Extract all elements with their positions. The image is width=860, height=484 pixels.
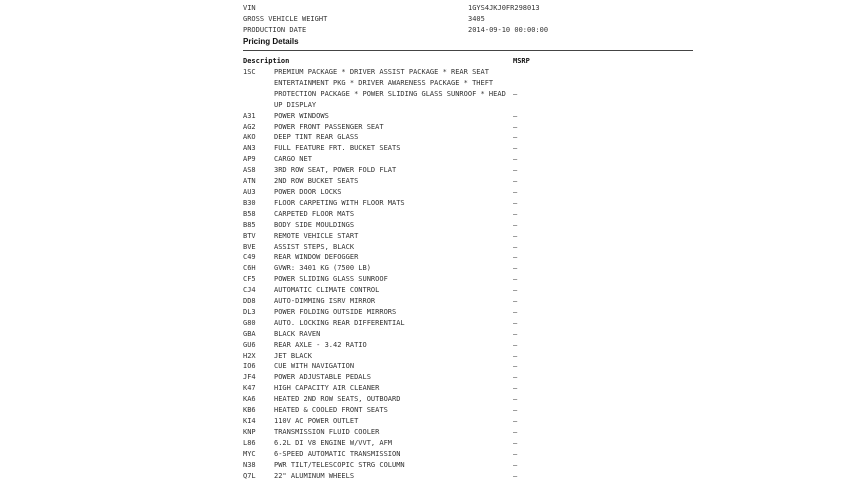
option-code: H2X bbox=[243, 351, 256, 360]
option-description: PREMIUM PACKAGE * DRIVER ASSIST PACKAGE * REAR SEAT ENTERTAINMENT PKG * DRIVER AWARENESS PACKAGE * THEFT PROTECTION PACKAGE * POWER SLIDING GLASS SUNROOF * HEAD UP DISPLAY bbox=[274, 68, 506, 109]
option-code: N38 bbox=[243, 460, 256, 469]
option-code: B58 bbox=[243, 209, 256, 218]
option-msrp: – bbox=[513, 133, 518, 142]
option-msrp: – bbox=[513, 144, 518, 153]
option-code: MYC bbox=[243, 449, 256, 458]
table-row bbox=[243, 220, 703, 231]
option-description: TRANSMISSION FLUID COOLER bbox=[274, 427, 380, 436]
table-row bbox=[243, 242, 703, 253]
pricing-items-list bbox=[243, 67, 703, 481]
option-msrp: – bbox=[513, 384, 518, 393]
table-row bbox=[243, 307, 703, 318]
option-code: 1SC bbox=[243, 68, 256, 76]
option-description: CUE WITH NAVIGATION bbox=[274, 362, 355, 371]
pricing-details-title: Pricing Details bbox=[243, 37, 299, 46]
option-msrp: – bbox=[513, 460, 518, 469]
option-description: POWER FOLDING OUTSIDE MIRRORS bbox=[274, 307, 397, 316]
option-code: KA6 bbox=[243, 395, 256, 404]
option-description: HEATED & COOLED FRONT SEATS bbox=[274, 406, 388, 415]
table-row bbox=[243, 263, 703, 274]
option-msrp: – bbox=[513, 406, 518, 415]
option-code: KI4 bbox=[243, 417, 256, 425]
vehicle-info-section bbox=[243, 0, 703, 36]
window-sticker-document bbox=[243, 0, 703, 481]
option-code: JF4 bbox=[243, 373, 256, 382]
table-row bbox=[243, 394, 703, 405]
option-msrp: – bbox=[513, 449, 518, 458]
option-code: B30 bbox=[243, 198, 256, 207]
option-msrp: – bbox=[513, 307, 518, 316]
table-row bbox=[243, 198, 703, 209]
option-msrp: – bbox=[513, 111, 518, 120]
option-msrp: – bbox=[513, 275, 518, 284]
option-code: C6H bbox=[243, 264, 256, 273]
table-row bbox=[243, 285, 703, 296]
option-msrp: – bbox=[513, 438, 518, 447]
option-msrp: – bbox=[513, 220, 518, 229]
option-description: 2ND ROW BUCKET SEATS bbox=[274, 177, 359, 186]
option-description: GVWR: 3401 KG (7500 LB) bbox=[274, 264, 371, 273]
option-description: BLACK RAVEN bbox=[274, 329, 321, 338]
option-description: 6-SPEED AUTOMATIC TRANSMISSION bbox=[274, 449, 401, 458]
option-msrp: – bbox=[513, 297, 518, 306]
vehicle-info-vin-row bbox=[243, 3, 703, 14]
option-code: AN3 bbox=[243, 144, 256, 153]
option-code: A31 bbox=[243, 111, 256, 120]
option-msrp: – bbox=[513, 242, 518, 251]
option-code: K47 bbox=[243, 384, 256, 393]
table-row bbox=[243, 438, 703, 449]
table-row bbox=[243, 460, 703, 471]
option-code: BTV bbox=[243, 231, 256, 240]
table-row bbox=[243, 209, 703, 220]
option-msrp: – bbox=[513, 373, 518, 382]
option-code: KB6 bbox=[243, 406, 256, 415]
option-description: AUTO-DIMMING ISRV MIRROR bbox=[274, 297, 376, 306]
option-description: HIGH CAPACITY AIR CLEANER bbox=[274, 384, 380, 393]
gvw-label: GROSS VEHICLE WEIGHT bbox=[243, 15, 328, 23]
option-code: GBA bbox=[243, 329, 256, 338]
table-row bbox=[243, 318, 703, 329]
option-description: PWR TILT/TELESCOPIC STRG COLUMN bbox=[274, 460, 405, 469]
table-row bbox=[243, 329, 703, 340]
table-row bbox=[243, 296, 703, 307]
option-code: IO6 bbox=[243, 362, 256, 371]
option-description: POWER SLIDING GLASS SUNROOF bbox=[274, 275, 388, 284]
option-msrp: – bbox=[513, 231, 518, 240]
section-divider bbox=[243, 50, 693, 51]
option-code: AP9 bbox=[243, 155, 256, 164]
option-description: REMOTE VEHICLE START bbox=[274, 231, 359, 240]
option-code: BVE bbox=[243, 242, 256, 251]
option-msrp: – bbox=[513, 362, 518, 371]
option-code: CF5 bbox=[243, 275, 256, 284]
table-row bbox=[243, 67, 703, 111]
option-code: GU6 bbox=[243, 340, 256, 349]
option-msrp: – bbox=[513, 395, 518, 404]
option-description: DEEP TINT REAR GLASS bbox=[274, 133, 359, 142]
option-description: 3RD ROW SEAT, POWER FOLD FLAT bbox=[274, 166, 397, 175]
option-msrp: – bbox=[513, 329, 518, 338]
option-msrp: – bbox=[513, 90, 518, 98]
table-row bbox=[243, 165, 703, 176]
option-description: FLOOR CARPETING WITH FLOOR MATS bbox=[274, 198, 405, 207]
option-description: AUTO. LOCKING REAR DIFFERENTIAL bbox=[274, 318, 405, 327]
option-msrp: – bbox=[513, 264, 518, 273]
table-row bbox=[243, 405, 703, 416]
table-row bbox=[243, 449, 703, 460]
table-row bbox=[243, 132, 703, 143]
option-code: KNP bbox=[243, 427, 256, 436]
option-description: 110V AC POWER OUTLET bbox=[274, 417, 359, 425]
option-description: POWER FRONT PASSENGER SEAT bbox=[274, 122, 384, 131]
table-row bbox=[243, 471, 703, 482]
vin-value: 1GYS4JKJ0FR298013 bbox=[468, 4, 540, 12]
pricing-table-header bbox=[243, 56, 703, 67]
option-description: BODY SIDE MOULDINGS bbox=[274, 220, 355, 229]
option-code: G80 bbox=[243, 318, 256, 327]
option-description: HEATED 2ND ROW SEATS, OUTBOARD bbox=[274, 395, 401, 404]
production-date-label: PRODUCTION DATE bbox=[243, 26, 307, 34]
option-msrp: – bbox=[513, 340, 518, 349]
option-msrp: – bbox=[513, 318, 518, 327]
table-row bbox=[243, 122, 703, 133]
table-row bbox=[243, 361, 703, 372]
option-description: POWER DOOR LOCKS bbox=[274, 187, 342, 196]
gvw-value: 3405 bbox=[468, 15, 485, 23]
option-code: AG2 bbox=[243, 122, 256, 131]
table-row bbox=[243, 111, 703, 122]
option-description: AUTOMATIC CLIMATE CONTROL bbox=[274, 286, 380, 295]
vin-label: VIN bbox=[243, 4, 256, 12]
option-msrp: – bbox=[513, 351, 518, 360]
option-code: Q7L bbox=[243, 471, 256, 480]
table-row bbox=[243, 274, 703, 285]
option-code: AKO bbox=[243, 133, 256, 142]
option-description: 6.2L DI V8 ENGINE W/VVT, AFM bbox=[274, 438, 393, 447]
msrp-column-header: MSRP bbox=[513, 57, 530, 65]
vehicle-info-production-date-row bbox=[243, 25, 703, 36]
option-msrp: – bbox=[513, 471, 518, 480]
option-code: B85 bbox=[243, 220, 256, 229]
option-description: 22" ALUMINUM WHEELS bbox=[274, 471, 355, 480]
option-msrp: – bbox=[513, 253, 518, 262]
table-row bbox=[243, 351, 703, 362]
option-description: ASSIST STEPS, BLACK bbox=[274, 242, 355, 251]
table-row bbox=[243, 143, 703, 154]
vehicle-info-gvw-row bbox=[243, 14, 703, 25]
table-row bbox=[243, 383, 703, 394]
option-code: C49 bbox=[243, 253, 256, 262]
table-row bbox=[243, 154, 703, 165]
option-msrp: – bbox=[513, 286, 518, 295]
option-msrp: – bbox=[513, 177, 518, 186]
option-description: REAR AXLE - 3.42 RATIO bbox=[274, 340, 367, 349]
option-msrp: – bbox=[513, 427, 518, 436]
table-row bbox=[243, 231, 703, 242]
table-row bbox=[243, 187, 703, 198]
option-msrp: – bbox=[513, 209, 518, 218]
table-row bbox=[243, 252, 703, 263]
option-msrp: – bbox=[513, 166, 518, 175]
option-msrp: – bbox=[513, 187, 518, 196]
option-description: CARGO NET bbox=[274, 155, 312, 164]
option-code: DD8 bbox=[243, 297, 256, 306]
option-code: L86 bbox=[243, 438, 256, 447]
option-msrp: – bbox=[513, 155, 518, 164]
option-code: AS8 bbox=[243, 166, 256, 175]
option-msrp: – bbox=[513, 417, 518, 425]
option-description: FULL FEATURE FRT. BUCKET SEATS bbox=[274, 144, 401, 153]
option-msrp: – bbox=[513, 198, 518, 207]
option-code: ATN bbox=[243, 177, 256, 186]
description-column-header: Description bbox=[243, 57, 290, 65]
table-row bbox=[243, 372, 703, 383]
option-description: POWER ADJUSTABLE PEDALS bbox=[274, 373, 371, 382]
option-code: DL3 bbox=[243, 307, 256, 316]
option-code: CJ4 bbox=[243, 286, 256, 295]
option-msrp: – bbox=[513, 122, 518, 131]
option-code: AU3 bbox=[243, 187, 256, 196]
option-description: CARPETED FLOOR MATS bbox=[274, 209, 355, 218]
production-date-value: 2014-09-10 00:00:00 bbox=[468, 26, 549, 34]
option-description: REAR WINDOW DEFOGGER bbox=[274, 253, 359, 262]
table-row bbox=[243, 427, 703, 438]
table-row bbox=[243, 176, 703, 187]
option-description: JET BLACK bbox=[274, 351, 312, 360]
table-row bbox=[243, 340, 703, 351]
option-description: POWER WINDOWS bbox=[274, 111, 329, 120]
table-row bbox=[243, 416, 703, 427]
